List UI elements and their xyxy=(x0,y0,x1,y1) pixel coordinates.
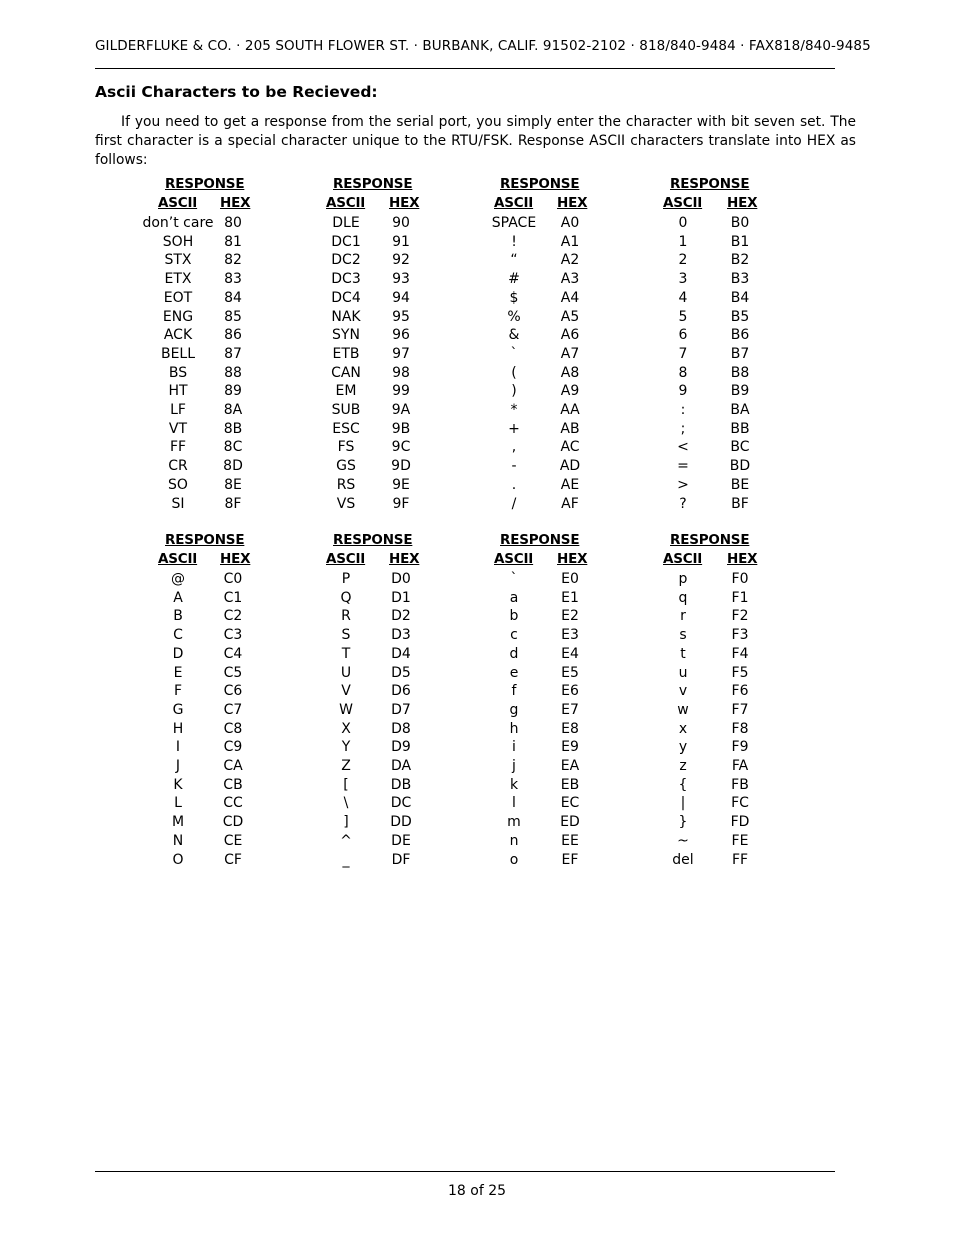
hex-cell: 86 xyxy=(224,327,242,344)
hex-cell: BC xyxy=(730,439,750,456)
hex-cell: 87 xyxy=(224,345,242,362)
hex-cell: C1 xyxy=(223,589,243,606)
ascii-cell: ! xyxy=(511,233,517,250)
hex-cell: ED xyxy=(560,814,580,831)
hex-cell: C4 xyxy=(223,645,243,662)
hex-cell: F3 xyxy=(731,627,749,644)
ascii-cell: 6 xyxy=(678,327,688,344)
hex-cell: 81 xyxy=(224,233,242,250)
ascii-cell: BELL xyxy=(160,345,196,362)
hex-cell: DB xyxy=(390,776,412,793)
hex-cell: D3 xyxy=(391,627,411,644)
ascii-cell: GS xyxy=(336,458,356,475)
hex-cell: 82 xyxy=(224,252,242,269)
hex-cell: E2 xyxy=(561,608,579,625)
hex-cell: 9C xyxy=(391,439,411,456)
hex-cell: 89 xyxy=(224,383,242,400)
hex-cell: EA xyxy=(560,758,580,774)
ascii-cell: ~ xyxy=(677,832,689,849)
hex-cell: E8 xyxy=(561,720,579,737)
hex-column-header: HEX xyxy=(220,195,251,211)
ascii-cell: j xyxy=(512,758,516,774)
ascii-cell: - xyxy=(511,458,517,475)
hex-cell: A4 xyxy=(560,289,580,306)
ascii-cell: ` xyxy=(510,345,518,362)
ascii-cell: 1 xyxy=(678,233,688,250)
hex-cell: F0 xyxy=(731,571,749,587)
hex-cell: A5 xyxy=(560,308,580,325)
intro-paragraph: If you need to get a response from the serial port, you simply enter the character with bit seven set. The first character is a special character unique to the RTU/FSK. Response ASCII characters translate into HEX as follows: xyxy=(95,114,856,168)
ascii-cell: L xyxy=(174,795,182,812)
hex-cell: DF xyxy=(391,851,411,868)
hex-cell: D4 xyxy=(391,645,411,662)
hex-cell: BF xyxy=(731,495,749,512)
hex-cell: B2 xyxy=(730,252,750,269)
hex-cell: A7 xyxy=(560,345,580,362)
hex-cell: CE xyxy=(223,832,243,849)
hex-cell: AE xyxy=(560,476,580,493)
ascii-column-header: ASCII xyxy=(663,551,703,567)
hex-cell: A6 xyxy=(560,327,580,344)
response-label: RESPONSE xyxy=(333,176,413,192)
hex-column-header: HEX xyxy=(220,551,251,567)
hex-cell: FD xyxy=(730,814,750,831)
ascii-cell: f xyxy=(511,683,517,700)
ascii-cell: q xyxy=(678,589,688,606)
ascii-cell: BS xyxy=(168,364,188,381)
ascii-cell: I xyxy=(175,739,181,756)
hex-cell: EF xyxy=(561,851,579,868)
hex-cell: D9 xyxy=(391,739,411,756)
hex-cell: EC xyxy=(560,795,580,812)
ascii-cell: % xyxy=(507,308,521,325)
ascii-cell: / xyxy=(511,495,517,512)
hex-cell: 9E xyxy=(392,476,410,493)
ascii-cell: LF xyxy=(170,402,186,418)
ascii-cell: SOH xyxy=(162,233,194,250)
hex-column-header: HEX xyxy=(389,551,420,567)
response-label: RESPONSE xyxy=(670,532,750,548)
hex-cell: 9A xyxy=(391,402,411,418)
ascii-cell: ) xyxy=(511,383,517,400)
ascii-cell: ESC xyxy=(332,420,360,437)
ascii-cell: W xyxy=(339,701,353,718)
ascii-cell: del xyxy=(672,851,694,868)
hex-cell: CF xyxy=(224,851,242,868)
hex-cell: D8 xyxy=(391,720,411,737)
hex-cell: C5 xyxy=(223,664,243,681)
hex-column-header: HEX xyxy=(727,195,758,211)
hex-cell: 9D xyxy=(391,458,411,475)
hex-cell: B5 xyxy=(730,308,750,325)
ascii-cell: d xyxy=(509,645,519,662)
response-label: RESPONSE xyxy=(333,532,413,548)
ascii-cell: 2 xyxy=(678,252,688,269)
ascii-cell: FF xyxy=(169,439,187,456)
ascii-cell: i xyxy=(512,739,516,756)
ascii-cell: p xyxy=(678,571,688,587)
ascii-cell: , xyxy=(511,439,517,456)
hex-cell: F6 xyxy=(731,683,749,700)
ascii-cell: > xyxy=(677,476,689,493)
ascii-cell: h xyxy=(509,720,519,737)
ascii-cell: = xyxy=(677,458,689,475)
hex-cell: DC xyxy=(390,795,412,812)
ascii-cell: E xyxy=(173,664,183,681)
hex-cell: DE xyxy=(391,832,411,849)
ascii-cell: Y xyxy=(341,739,351,756)
ascii-cell: HT xyxy=(168,383,188,400)
ascii-cell: ( xyxy=(511,364,517,381)
hex-cell: AD xyxy=(559,458,581,475)
ascii-column-header: ASCII xyxy=(326,551,366,567)
hex-cell: C7 xyxy=(223,701,243,718)
hex-cell: C6 xyxy=(223,683,243,700)
ascii-cell: SO xyxy=(168,476,188,493)
hex-cell: 9F xyxy=(392,495,410,512)
ascii-cell: : xyxy=(680,402,686,418)
hex-cell: 83 xyxy=(224,271,242,288)
ascii-cell: Q xyxy=(340,589,352,606)
hex-cell: E1 xyxy=(561,589,579,606)
hex-cell: CC xyxy=(223,795,243,812)
hex-cell: B6 xyxy=(730,327,750,344)
hex-cell: 92 xyxy=(392,252,410,269)
hex-cell: F2 xyxy=(731,608,749,625)
ascii-cell: “ xyxy=(510,252,518,269)
ascii-cell: [ xyxy=(343,776,349,793)
hex-cell: 88 xyxy=(224,364,242,381)
hex-cell: BE xyxy=(730,476,750,493)
ascii-cell: N xyxy=(172,832,184,849)
ascii-cell: ETB xyxy=(332,345,360,362)
hex-cell: B9 xyxy=(730,383,750,400)
hex-cell: 8E xyxy=(224,476,242,493)
hex-column-header: HEX xyxy=(727,551,758,567)
hex-cell: BD xyxy=(729,458,751,475)
hex-cell: DD xyxy=(390,814,412,831)
response-label: RESPONSE xyxy=(165,176,245,192)
hex-cell: AC xyxy=(560,439,580,456)
ascii-cell: ` xyxy=(510,571,518,587)
ascii-cell: K xyxy=(173,776,183,793)
hex-cell: 96 xyxy=(392,327,410,344)
hex-cell: AB xyxy=(560,420,580,437)
ascii-cell: 0 xyxy=(678,215,688,231)
hex-cell: 90 xyxy=(392,215,410,231)
ascii-cell: # xyxy=(508,271,520,288)
ascii-cell: ACK xyxy=(163,327,193,344)
ascii-cell: r xyxy=(680,608,686,625)
ascii-cell: SPACE xyxy=(491,215,537,231)
hex-cell: B7 xyxy=(730,345,750,362)
hex-cell: D2 xyxy=(391,608,411,625)
hex-cell: 8D xyxy=(223,458,243,475)
hex-cell: F5 xyxy=(731,664,749,681)
hex-cell: 8B xyxy=(223,420,243,437)
ascii-cell: g xyxy=(509,701,519,718)
ascii-column-header: ASCII xyxy=(494,551,534,567)
hex-cell: 97 xyxy=(392,345,410,362)
hex-cell: F7 xyxy=(731,701,749,718)
ascii-cell: a xyxy=(509,589,519,606)
response-label: RESPONSE xyxy=(165,532,245,548)
hex-cell: E6 xyxy=(561,683,579,700)
ascii-cell: { xyxy=(678,776,688,793)
ascii-column-header: ASCII xyxy=(494,195,534,211)
hex-cell: A1 xyxy=(560,233,580,250)
ascii-cell: k xyxy=(509,776,519,793)
ascii-cell: 8 xyxy=(678,364,688,381)
ascii-cell: o xyxy=(509,851,519,868)
ascii-cell: O xyxy=(172,851,184,868)
hex-cell: C9 xyxy=(223,739,243,756)
ascii-cell: y xyxy=(678,739,688,756)
hex-cell: 9B xyxy=(391,420,411,437)
header-rule xyxy=(95,68,835,69)
ascii-column-header: ASCII xyxy=(663,195,703,211)
hex-cell: D5 xyxy=(391,664,411,681)
ascii-cell: ] xyxy=(343,814,349,831)
hex-cell: E5 xyxy=(561,664,579,681)
ascii-cell: CR xyxy=(168,458,188,475)
ascii-cell: 3 xyxy=(678,271,688,288)
ascii-cell: SI xyxy=(171,495,185,512)
ascii-cell: V xyxy=(341,683,351,700)
hex-cell: C0 xyxy=(223,571,243,587)
ascii-cell: @ xyxy=(171,571,185,587)
response-label: RESPONSE xyxy=(500,532,580,548)
hex-cell: 80 xyxy=(224,215,242,231)
ascii-cell: * xyxy=(510,402,518,418)
ascii-column-header: ASCII xyxy=(158,551,198,567)
ascii-cell: NAK xyxy=(331,308,361,325)
ascii-cell: u xyxy=(678,664,688,681)
ascii-cell: 5 xyxy=(678,308,688,325)
ascii-cell: n xyxy=(509,832,519,849)
ascii-cell: x xyxy=(678,720,688,737)
hex-cell: E3 xyxy=(561,627,579,644)
hex-cell: AF xyxy=(561,495,579,512)
ascii-cell: l xyxy=(512,795,516,812)
page-number: 18 of 25 xyxy=(447,1183,507,1199)
hex-cell: EB xyxy=(560,776,580,793)
ascii-cell: don’t care xyxy=(142,215,214,231)
hex-cell: C2 xyxy=(223,608,243,625)
ascii-cell: 4 xyxy=(678,289,688,306)
ascii-cell: DC4 xyxy=(331,289,361,306)
ascii-cell: D xyxy=(172,645,184,662)
ascii-cell: FS xyxy=(337,439,355,456)
hex-cell: B0 xyxy=(730,215,750,231)
hex-column-header: HEX xyxy=(557,551,588,567)
ascii-cell: ? xyxy=(679,495,687,512)
hex-cell: 85 xyxy=(224,308,242,325)
ascii-cell: STX xyxy=(164,252,192,269)
hex-cell: B4 xyxy=(730,289,750,306)
response-label: RESPONSE xyxy=(500,176,580,192)
ascii-cell: EM xyxy=(335,383,357,400)
hex-cell: 8F xyxy=(224,495,242,512)
ascii-cell: G xyxy=(172,701,184,718)
ascii-cell: S xyxy=(341,627,351,644)
hex-cell: C3 xyxy=(223,627,243,644)
ascii-cell: e xyxy=(509,664,519,681)
hex-cell: C8 xyxy=(223,720,243,737)
table-group-top xyxy=(0,176,954,516)
ascii-column-header: ASCII xyxy=(158,195,198,211)
ascii-cell: CAN xyxy=(331,364,361,381)
hex-cell: CA xyxy=(223,758,243,774)
ascii-cell: H xyxy=(172,720,184,737)
ascii-cell: $ xyxy=(509,289,519,306)
ascii-cell: t xyxy=(680,645,686,662)
hex-cell: A3 xyxy=(560,271,580,288)
ascii-cell: | xyxy=(680,795,686,812)
hex-cell: 94 xyxy=(392,289,410,306)
ascii-cell: + xyxy=(508,420,520,437)
ascii-cell: Z xyxy=(341,758,351,774)
ascii-cell: \ xyxy=(343,795,349,812)
ascii-cell: U xyxy=(340,664,352,681)
ascii-cell: RS xyxy=(336,476,356,493)
ascii-cell: SUB xyxy=(331,402,361,418)
ascii-cell: z xyxy=(679,758,687,774)
hex-cell: CD xyxy=(222,814,244,831)
hex-cell: E7 xyxy=(561,701,579,718)
ascii-cell: DC1 xyxy=(331,233,361,250)
hex-cell: FE xyxy=(731,832,749,849)
ascii-cell: EOT xyxy=(163,289,193,306)
hex-cell: E0 xyxy=(561,571,579,587)
hex-cell: 8C xyxy=(223,439,243,456)
hex-cell: EE xyxy=(561,832,579,849)
hex-cell: 93 xyxy=(392,271,410,288)
ascii-cell: VS xyxy=(336,495,356,512)
hex-cell: 95 xyxy=(392,308,410,325)
ascii-cell: < xyxy=(677,439,689,456)
ascii-cell: & xyxy=(508,327,520,344)
hex-cell: 98 xyxy=(392,364,410,381)
hex-cell: A8 xyxy=(560,364,580,381)
hex-cell: BB xyxy=(730,420,750,437)
ascii-cell: c xyxy=(510,627,518,644)
ascii-column-header: ASCII xyxy=(326,195,366,211)
ascii-cell: s xyxy=(679,627,687,644)
hex-cell: 99 xyxy=(392,383,410,400)
hex-cell: AA xyxy=(560,402,580,418)
hex-column-header: HEX xyxy=(389,195,420,211)
ascii-cell: DC3 xyxy=(331,271,361,288)
ascii-cell: . xyxy=(511,476,517,493)
ascii-cell: m xyxy=(507,814,521,831)
hex-cell: F8 xyxy=(731,720,749,737)
hex-cell: FB xyxy=(731,776,749,793)
ascii-cell: SYN xyxy=(332,327,360,344)
hex-cell: D7 xyxy=(391,701,411,718)
ascii-cell: } xyxy=(678,814,688,831)
ascii-cell: b xyxy=(509,608,519,625)
ascii-cell: ENG xyxy=(162,308,194,325)
hex-cell: F1 xyxy=(731,589,749,606)
hex-cell: A9 xyxy=(560,383,580,400)
hex-cell: F9 xyxy=(731,739,749,756)
hex-column-header: HEX xyxy=(557,195,588,211)
response-label: RESPONSE xyxy=(670,176,750,192)
hex-cell: FA xyxy=(731,758,749,774)
ascii-cell: 9 xyxy=(678,383,688,400)
ascii-cell: v xyxy=(678,683,688,700)
ascii-cell: w xyxy=(677,701,689,718)
ascii-cell: C xyxy=(173,627,183,644)
ascii-cell: J xyxy=(175,758,181,774)
ascii-cell: B xyxy=(173,608,183,625)
ascii-cell: M xyxy=(171,814,185,831)
hex-cell: D1 xyxy=(391,589,411,606)
section-title: Ascii Characters to be Recieved: xyxy=(95,83,378,101)
ascii-cell: ETX xyxy=(164,271,192,288)
ascii-cell: DLE xyxy=(332,215,360,231)
hex-cell: DA xyxy=(390,758,412,774)
hex-cell: 8A xyxy=(223,402,243,418)
ascii-cell: ; xyxy=(680,420,686,437)
hex-cell: 91 xyxy=(392,233,410,250)
hex-cell: B8 xyxy=(730,364,750,381)
hex-cell: F4 xyxy=(731,645,749,662)
hex-cell: E9 xyxy=(561,739,579,756)
hex-cell: A2 xyxy=(560,252,580,269)
ascii-cell: F xyxy=(173,683,183,700)
footer-rule xyxy=(95,1171,835,1172)
ascii-cell: A xyxy=(173,589,183,606)
ascii-cell: X xyxy=(341,720,351,737)
ascii-cell: R xyxy=(341,608,351,625)
hex-cell: BA xyxy=(730,402,750,418)
ascii-cell: P xyxy=(341,571,351,587)
ascii-cell: _ xyxy=(342,851,350,868)
hex-cell: FF xyxy=(731,851,749,868)
hex-cell: A0 xyxy=(560,215,580,231)
ascii-cell: ^ xyxy=(340,832,352,849)
hex-cell: B3 xyxy=(730,271,750,288)
hex-cell: B1 xyxy=(730,233,750,250)
ascii-cell: DC2 xyxy=(331,252,361,269)
hex-cell: D6 xyxy=(391,683,411,700)
hex-cell: E4 xyxy=(561,645,579,662)
page-header: GILDERFLUKE & CO. · 205 SOUTH FLOWER ST. · BURBANK, CALIF. 91502-2102 · 818/840-9484 · FAX818/840-9485 xyxy=(95,38,871,54)
table-group-bottom xyxy=(0,532,954,872)
hex-cell: 84 xyxy=(224,289,242,306)
hex-cell: D0 xyxy=(391,571,411,587)
ascii-cell: 7 xyxy=(678,345,688,362)
ascii-cell: VT xyxy=(168,420,188,437)
ascii-cell: T xyxy=(341,645,351,662)
hex-cell: FC xyxy=(731,795,749,812)
hex-cell: CB xyxy=(223,776,243,793)
